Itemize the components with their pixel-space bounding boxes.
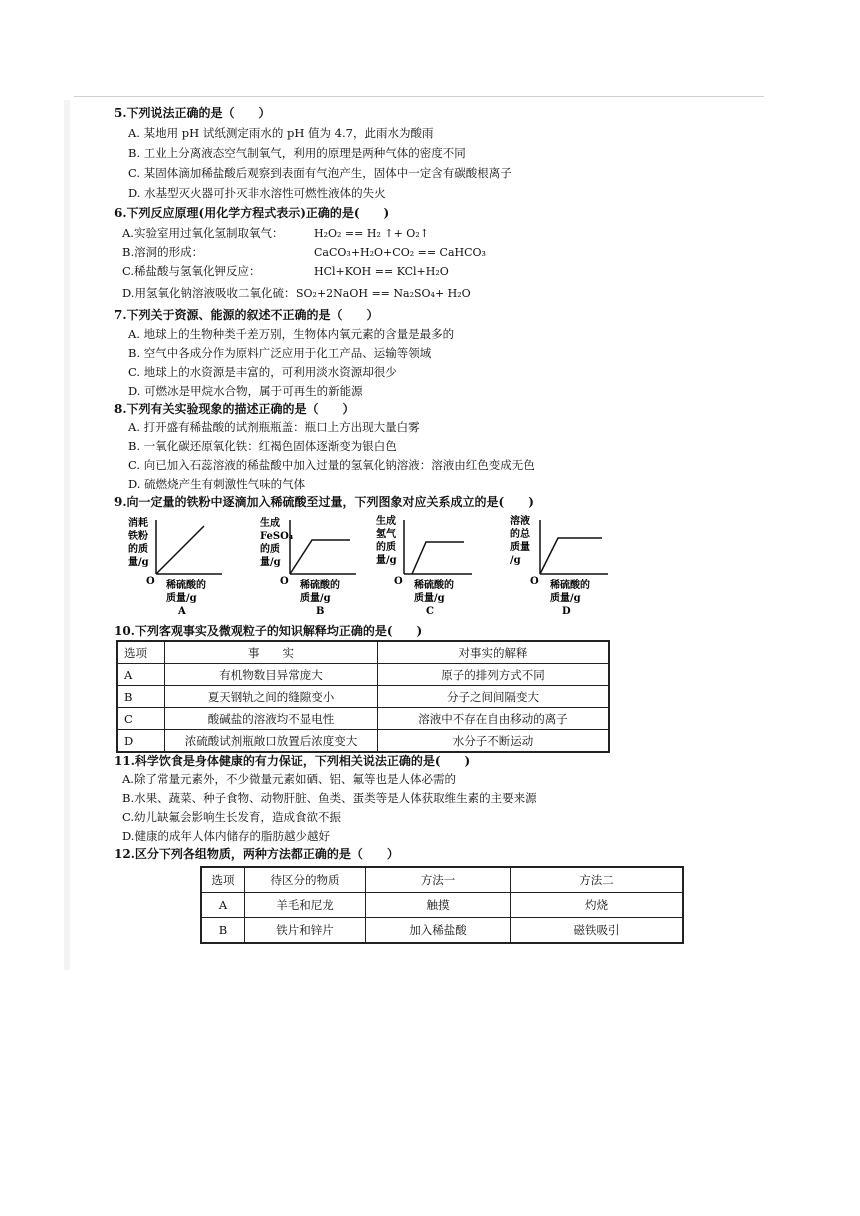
table-header: 选项 (117, 641, 165, 664)
graph-b-origin: O (280, 576, 289, 587)
graph-d-ylabel-4: /g (510, 555, 521, 566)
table-header-row (117, 641, 609, 664)
graph-c-ylabel-1: 生成 (376, 516, 396, 527)
q7-option-c: C. 地球上的水资源是丰富的，可利用淡水资源却很少 (128, 365, 397, 379)
scan-edge-shade (64, 100, 70, 970)
table-cell: 铁片和锌片 (245, 918, 366, 944)
graph-c-origin: O (394, 576, 403, 587)
table-cell: 溶液中不存在自由移动的离子 (378, 708, 610, 730)
q10-stem: 10.下列客观事实及微观粒子的知识解释均正确的是( ) (114, 624, 423, 638)
graph-a-origin: O (146, 576, 155, 587)
q6-option-d-equation: SO₂+2NaOH == Na₂SO₄+ H₂O (296, 287, 471, 300)
graph-b-xlabel-1: 稀硫酸的 (300, 580, 340, 591)
table-row (117, 664, 609, 686)
table-cell: B (117, 686, 165, 708)
graph-d (506, 512, 616, 624)
q6-stem: 6.下列反应原理(用化学方程式表示)正确的是( ) (114, 206, 390, 220)
graph-a-xlabel-2: 质量/g (166, 593, 197, 604)
graph-a-letter: A (178, 606, 186, 617)
q7-option-d: D. 可燃冰是甲烷水合物，属于可再生的新能源 (128, 384, 363, 398)
table-row (117, 686, 609, 708)
graph-b-curve (290, 540, 350, 574)
table-cell: 水分子不断运动 (378, 730, 610, 753)
graph-b-ylabel-1: 生成 (260, 518, 280, 529)
graph-d-letter: D (562, 606, 571, 617)
graph-c-letter: C (426, 606, 434, 617)
graph-a-ylabel-2: 铁粉 (128, 531, 148, 542)
table-row (117, 708, 609, 730)
q6-option-c-label: C.稀盐酸与氢氧化钾反应： (122, 264, 261, 278)
table-cell: 羊毛和尼龙 (245, 893, 366, 918)
table-header: 方法二 (511, 867, 684, 893)
graph-c-ylabel-4: 量/g (376, 555, 397, 566)
table-cell: 灼烧 (511, 893, 684, 918)
q5-stem: 5.下列说法正确的是（ ） (114, 106, 271, 120)
q5-option-b: B. 工业上分离液态空气制氧气，利用的原理是两种气体的密度不同 (128, 146, 466, 160)
table-row (201, 893, 683, 918)
table-row (201, 918, 683, 944)
graph-d-curve (540, 538, 602, 574)
q7-option-a: A. 地球上的生物种类千差万别，生物体内氧元素的含量是最多的 (128, 327, 455, 341)
table-cell: 分子之间间隔变大 (378, 686, 610, 708)
table-cell: A (117, 664, 165, 686)
table-cell: 触摸 (366, 893, 511, 918)
graph-d-ylabel-2: 的总 (510, 529, 530, 540)
q5-option-d: D. 水基型灭火器可扑灭非水溶性可燃性液体的失火 (128, 186, 386, 200)
graph-a-ylabel-3: 的质 (128, 544, 148, 555)
graph-c (372, 512, 482, 624)
q5-option-c: C. 某固体滴加稀盐酸后观察到表面有气泡产生，固体中一定含有碳酸根离子 (128, 166, 512, 180)
q12-stem: 12.区分下列各组物质，两种方法都正确的是（ ） (114, 847, 399, 861)
graph-b-xlabel-2: 质量/g (300, 593, 331, 604)
q11-option-d: D.健康的成年人体内储存的脂肪越少越好 (122, 829, 330, 843)
q11-option-a: A.除了常量元素外，不少微量元素如硒、铝、氟等也是人体必需的 (122, 772, 456, 786)
table-cell: 有机物数目异常庞大 (165, 664, 378, 686)
graph-b-letter: B (316, 606, 325, 617)
graph-c-ylabel-2: 氢气 (376, 529, 396, 540)
table-cell: 原子的排列方式不同 (378, 664, 610, 686)
graph-a-curve (156, 526, 204, 574)
q12-table (200, 866, 684, 944)
table-cell: D (117, 730, 165, 753)
q10-table (116, 640, 610, 753)
table-header: 待区分的物质 (245, 867, 366, 893)
table-cell: 加入稀盐酸 (366, 918, 511, 944)
graph-b (254, 512, 364, 624)
table-header: 选项 (201, 867, 245, 893)
q6-option-a-label: A.实验室用过氧化氢制取氧气： (122, 226, 284, 240)
graph-d-xlabel-2: 质量/g (550, 593, 581, 604)
q6-option-b-equation: CaCO₃+H₂O+CO₂ == CaHCO₃ (314, 246, 486, 259)
q8-option-d: D. 硫燃烧产生有刺激性气味的气体 (128, 477, 306, 491)
graph-a-ylabel-4: 量/g (128, 557, 149, 568)
graph-d-ylabel-3: 质量 (510, 542, 530, 553)
q5-option-a: A. 某地用 pH 试纸测定雨水的 pH 值为 4.7，此雨水为酸雨 (128, 126, 434, 140)
graph-d-ylabel-1: 溶液 (510, 516, 530, 527)
graph-c-ylabel-3: 的质 (376, 542, 396, 553)
graph-b-ylabel-3: 的质 (260, 544, 280, 555)
table-cell: B (201, 918, 245, 944)
q8-option-c: C. 向已加入石蕊溶液的稀盐酸中加入过量的氢氧化钠溶液：溶液由红色变成无色 (128, 458, 535, 472)
graph-d-origin: O (530, 576, 539, 587)
q7-stem: 7.下列关于资源、能源的叙述不正确的是（ ） (114, 308, 379, 322)
table-header: 方法一 (366, 867, 511, 893)
table-row (117, 730, 609, 753)
q6-option-d-label: D.用氢氧化钠溶液吸收二氧化硫： (122, 286, 296, 300)
table-cell: 浓硫酸试剂瓶敞口放置后浓度变大 (165, 730, 378, 753)
graph-a-xlabel-1: 稀硫酸的 (166, 580, 206, 591)
top-rule (74, 96, 764, 97)
graph-c-curve (412, 542, 464, 574)
graph-c-xlabel-2: 质量/g (414, 593, 445, 604)
table-header: 事 实 (165, 641, 378, 664)
graph-d-xlabel-1: 稀硫酸的 (550, 580, 590, 591)
q11-option-b: B.水果、蔬菜、种子食物、动物肝脏、鱼类、蛋类等是人体获取维生素的主要来源 (122, 791, 537, 805)
graph-b-ylabel-2: FeSO₄ (260, 531, 294, 542)
graph-a (122, 512, 232, 624)
q11-stem: 11.科学饮食是身体健康的有力保证，下列相关说法正确的是( ) (114, 754, 471, 768)
table-header: 对事实的解释 (378, 641, 610, 664)
table-cell: 夏天钢轨之间的缝隙变小 (165, 686, 378, 708)
table-header-row (201, 867, 683, 893)
graph-c-xlabel-1: 稀硫酸的 (414, 580, 454, 591)
q9-stem: 9.向一定量的铁粉中逐滴加入稀硫酸至过量，下列图象对应关系成立的是( ) (114, 495, 534, 509)
q6-option-c-equation: HCl+KOH == KCl+H₂O (314, 265, 449, 278)
q6-option-a-equation: H₂O₂ == H₂ ↑+ O₂↑ (314, 227, 429, 240)
table-cell: 磁铁吸引 (511, 918, 684, 944)
table-cell: 酸碱盐的溶液均不显电性 (165, 708, 378, 730)
q8-option-b: B. 一氧化碳还原氧化铁：红褐色固体逐渐变为银白色 (128, 439, 397, 453)
graph-b-ylabel-4: 量/g (260, 557, 281, 568)
table-cell: A (201, 893, 245, 918)
q6-option-b-label: B.溶洞的形成： (122, 245, 204, 259)
q7-option-b: B. 空气中各成分作为原料广泛应用于化工产品、运输等领域 (128, 346, 432, 360)
q8-option-a: A. 打开盛有稀盐酸的试剂瓶瓶盖：瓶口上方出现大量白雾 (128, 420, 420, 434)
table-cell: C (117, 708, 165, 730)
q11-option-c: C.幼儿缺氟会影响生长发育，造成食欲不振 (122, 810, 342, 824)
q8-stem: 8.下列有关实验现象的描述正确的是（ ） (114, 402, 355, 416)
graph-a-ylabel-1: 消耗 (128, 518, 148, 529)
